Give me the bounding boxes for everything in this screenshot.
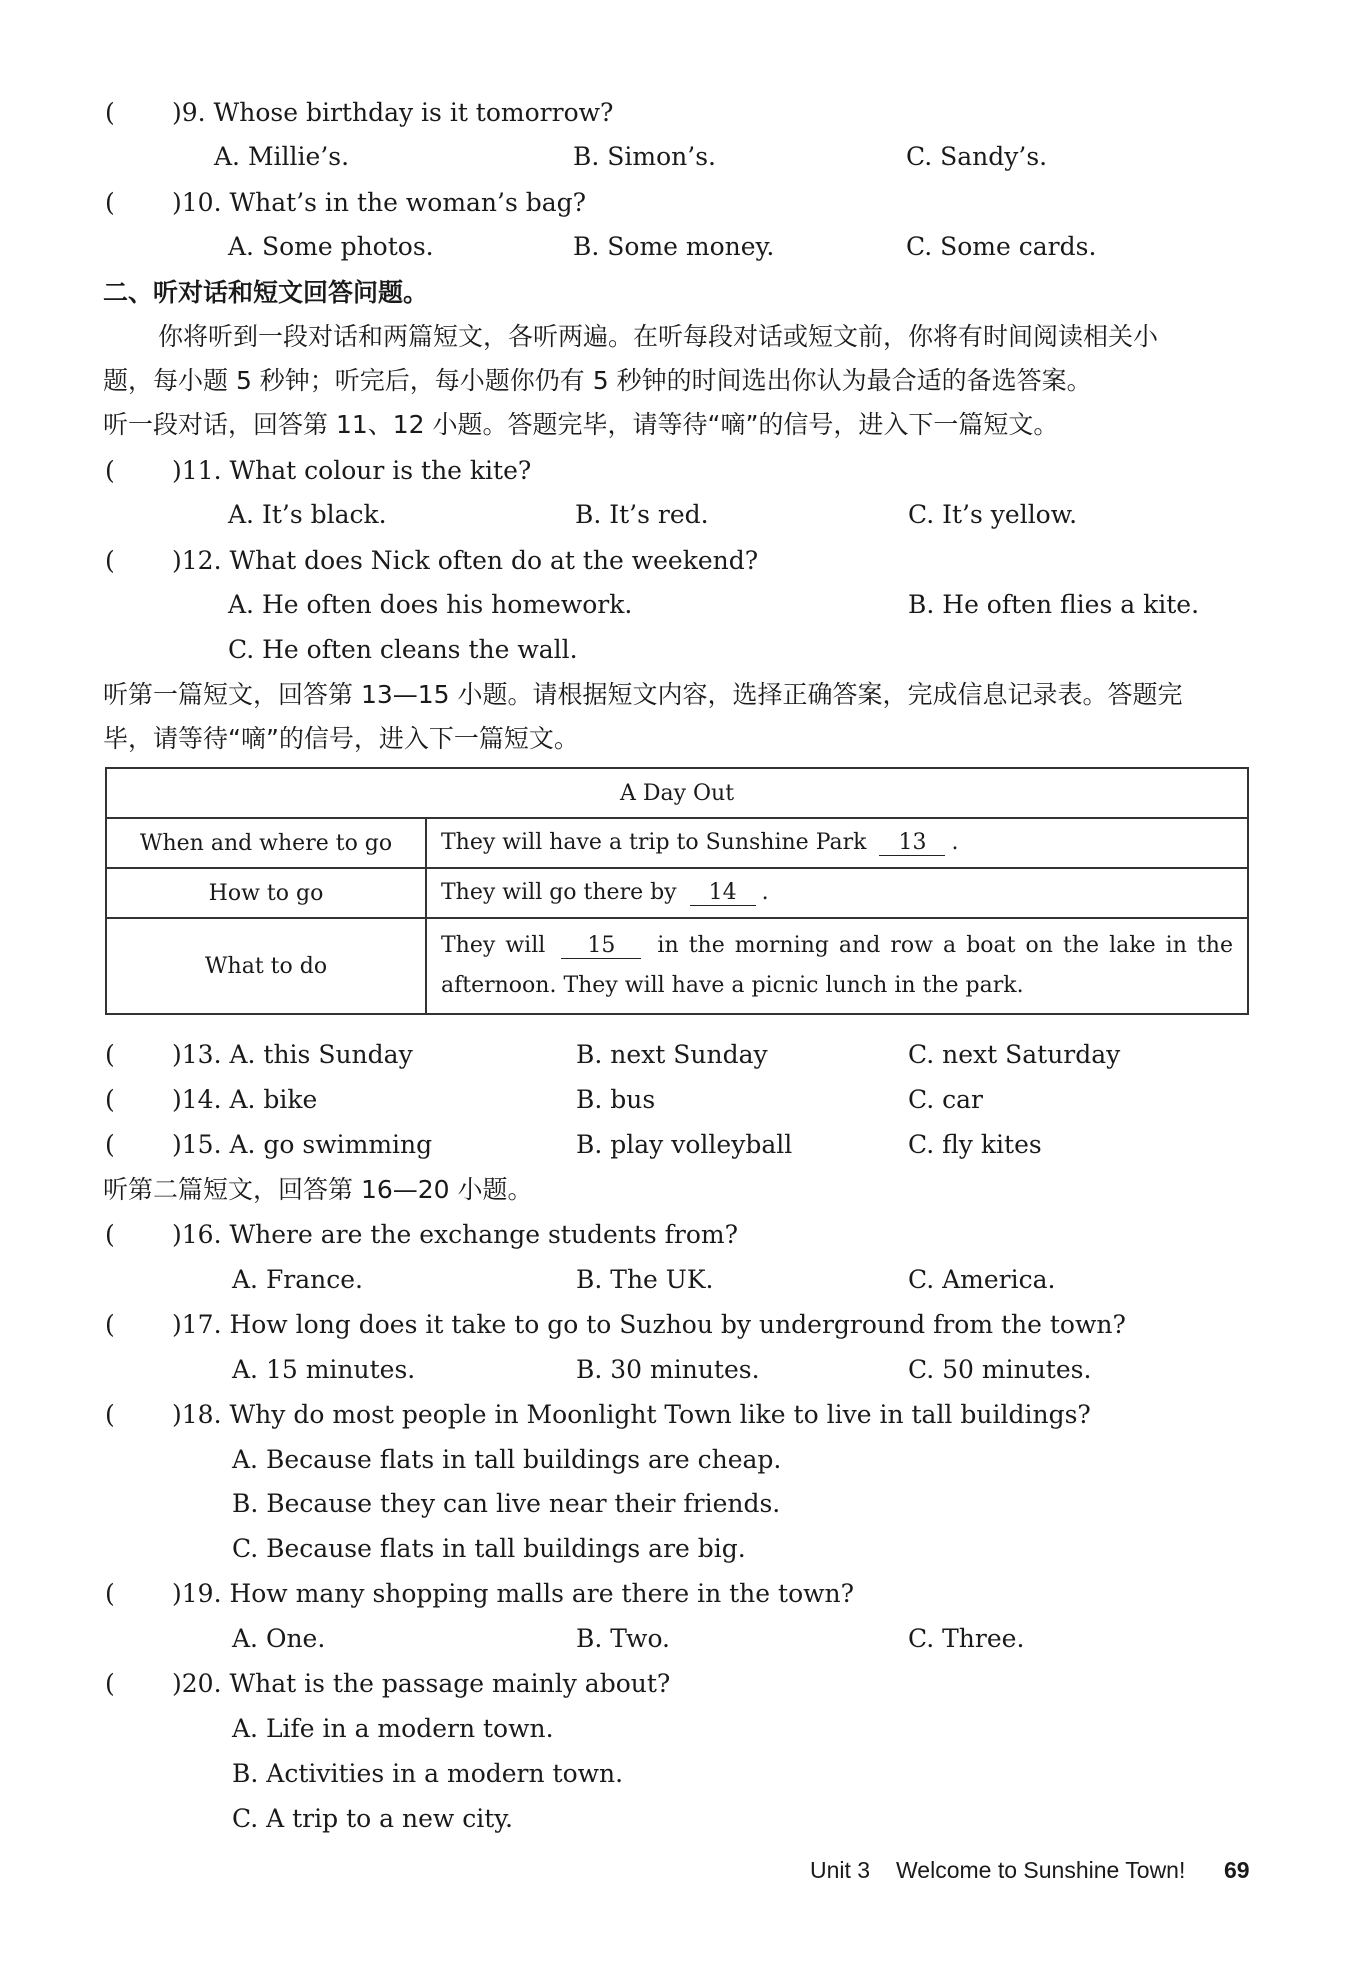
q13-option-c: C. next Saturday: [908, 1040, 1121, 1069]
table-row: [106, 818, 1248, 868]
section-instructions-line1: 你将听到一段对话和两篇短文，各听两遍。在听每段对话或短文前，你将有时间阅读相关小: [158, 322, 1159, 351]
q14-option-c: C. car: [908, 1085, 983, 1114]
q19-option-a: A. One.: [232, 1624, 326, 1653]
row-content-when-where: [426, 818, 1248, 868]
blank-14: 14: [690, 881, 756, 906]
q18-option-c: C. Because flats in tall buildings are big.: [232, 1534, 746, 1563]
answer-bracket: (: [105, 1085, 115, 1114]
footer-unit: Unit 3: [810, 1857, 871, 1883]
answer-bracket: (: [105, 1310, 115, 1339]
q19-option-c: C. Three.: [908, 1624, 1025, 1653]
info-record-table: [105, 767, 1249, 1015]
passage1-instructions-line2: 毕，请等待“嘀”的信号，进入下一篇短文。: [103, 724, 579, 753]
table-row: [106, 868, 1248, 918]
table-caption: A Day Out: [106, 768, 1248, 818]
question-10: )10. What’s in the woman’s bag?: [172, 188, 587, 217]
passage2-instructions: 听第二篇短文，回答第 16—20 小题。: [103, 1175, 533, 1204]
q17-option-a: A. 15 minutes.: [232, 1355, 416, 1384]
q11-option-c: C. It’s yellow.: [908, 500, 1078, 529]
section-heading: 二、听对话和短文回答问题。: [103, 278, 429, 307]
answer-bracket: (: [105, 1669, 115, 1698]
q10-option-a: A. Some photos.: [228, 232, 434, 261]
table-row: [106, 918, 1248, 1014]
answer-bracket: (: [105, 1040, 115, 1069]
q20-option-a: A. Life in a modern town.: [232, 1714, 554, 1743]
q14-option-b: B. bus: [576, 1085, 656, 1114]
section-instructions-line2: 题，每小题 5 秒钟；听完后，每小题你仍有 5 秒钟的时间选出你认为最合适的备选答案。: [103, 366, 1092, 395]
answer-bracket: (: [105, 1130, 115, 1159]
row-label-what: What to do: [106, 918, 426, 1014]
answer-bracket: (: [105, 188, 115, 217]
row-content-what: [426, 918, 1248, 1014]
q12-option-c: C. He often cleans the wall.: [228, 635, 578, 664]
q17-option-c: C. 50 minutes.: [908, 1355, 1092, 1384]
answer-bracket: (: [105, 1579, 115, 1608]
answer-bracket: (: [105, 546, 115, 575]
q20-option-b: B. Activities in a modern town.: [232, 1759, 624, 1788]
question-20: )20. What is the passage mainly about?: [172, 1669, 671, 1698]
q15-option-c: C. fly kites: [908, 1130, 1042, 1159]
question-14: )14. A. bike: [172, 1085, 318, 1114]
row-text: They will have a trip to Sunshine Park: [441, 830, 867, 855]
row-text: They will: [441, 933, 546, 958]
question-11: )11. What colour is the kite?: [172, 456, 532, 485]
answer-bracket: (: [105, 1220, 115, 1249]
dialog-instructions: 听一段对话，回答第 11、12 小题。答题完毕，请等待“嘀”的信号，进入下一篇短文。: [103, 410, 1059, 439]
question-13: )13. A. this Sunday: [172, 1040, 413, 1069]
q9-option-c: C. Sandy’s.: [906, 142, 1048, 171]
q10-option-b: B. Some money.: [573, 232, 775, 261]
q16-option-b: B. The UK.: [576, 1265, 714, 1294]
q11-option-a: A. It’s black.: [228, 500, 387, 529]
q11-option-b: B. It’s red.: [575, 500, 709, 529]
q13-option-b: B. next Sunday: [576, 1040, 768, 1069]
row-text-end: .: [761, 880, 769, 905]
q19-option-b: B. Two.: [576, 1624, 671, 1653]
row-text-end: .: [951, 830, 959, 855]
q12-option-a: A. He often does his homework.: [228, 590, 633, 619]
row-content-how: [426, 868, 1248, 918]
answer-bracket: (: [105, 98, 115, 127]
blank-15: 15: [561, 934, 641, 959]
blank-13: 13: [879, 831, 945, 856]
q16-option-a: A. France.: [232, 1265, 363, 1294]
q17-option-b: B. 30 minutes.: [576, 1355, 760, 1384]
page-number: 69: [1224, 1857, 1250, 1883]
passage1-instructions-line1: 听第一篇短文，回答第 13—15 小题。请根据短文内容，选择正确答案，完成信息记录表。答题完: [103, 680, 1183, 709]
question-15: )15. A. go swimming: [172, 1130, 433, 1159]
question-9: )9. Whose birthday is it tomorrow?: [172, 98, 614, 127]
row-label-how: How to go: [106, 868, 426, 918]
q9-option-a: A. Millie’s.: [214, 142, 350, 171]
question-16: )16. Where are the exchange students from?: [172, 1220, 739, 1249]
q9-option-b: B. Simon’s.: [573, 142, 716, 171]
q12-option-b: B. He often flies a kite.: [908, 590, 1200, 619]
row-text: They will go there by: [441, 880, 677, 905]
row-text-end: in the morning and row a boat on the lake in the afternoon. They will have a picnic lunch in the park.: [441, 933, 1233, 998]
q15-option-b: B. play volleyball: [576, 1130, 793, 1159]
q18-option-b: B. Because they can live near their friends.: [232, 1489, 781, 1518]
question-19: )19. How many shopping malls are there in the town?: [172, 1579, 855, 1608]
q20-option-c: C. A trip to a new city.: [232, 1804, 514, 1833]
answer-bracket: (: [105, 1400, 115, 1429]
question-17: )17. How long does it take to go to Suzhou by underground from the town?: [172, 1310, 1126, 1339]
q18-option-a: A. Because flats in tall buildings are cheap.: [232, 1445, 782, 1474]
row-label-when-where: When and where to go: [106, 818, 426, 868]
q10-option-c: C. Some cards.: [906, 232, 1097, 261]
q16-option-c: C. America.: [908, 1265, 1056, 1294]
answer-bracket: (: [105, 456, 115, 485]
footer-title: Welcome to Sunshine Town!: [896, 1857, 1186, 1883]
question-12: )12. What does Nick often do at the weekend?: [172, 546, 759, 575]
question-18: )18. Why do most people in Moonlight Town like to live in tall buildings?: [172, 1400, 1091, 1429]
